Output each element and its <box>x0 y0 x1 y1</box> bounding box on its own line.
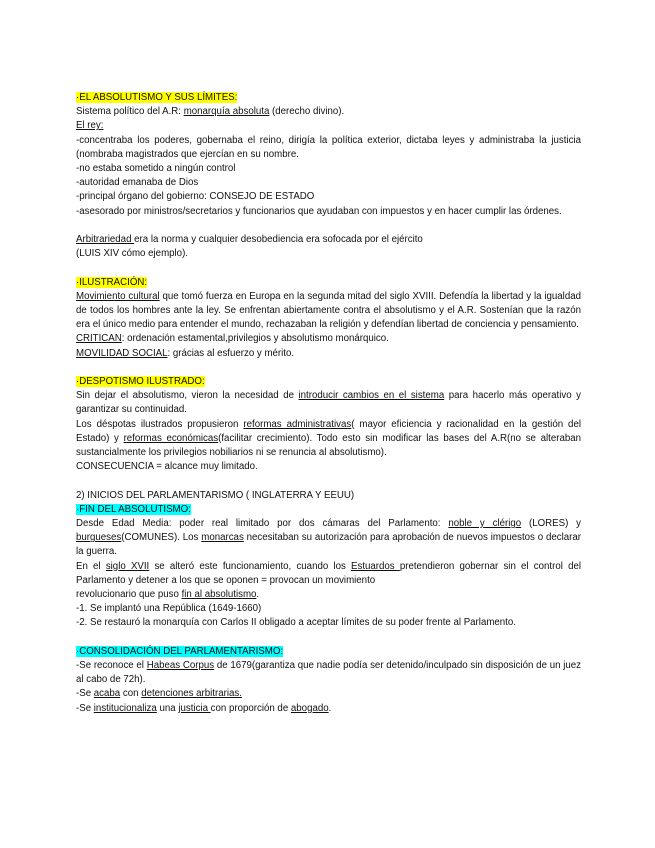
highlight: ·FIN DEL ABSOLUTISMO: <box>76 503 191 515</box>
spacer <box>76 631 581 645</box>
text: (derecho divino). <box>269 106 345 118</box>
highlight: ·ILUSTRACIÓN: <box>76 276 148 288</box>
highlight: ·EL ABSOLUTISMO Y SUS LÍMITES: <box>76 92 238 103</box>
text: revolucionario que puso <box>76 589 182 601</box>
underlined-text: abogado <box>290 702 329 714</box>
underlined-text: monarcas <box>201 532 244 544</box>
paragraph <box>76 105 581 119</box>
list-item: -1. Se implantó una República (1649-1660) <box>76 603 262 615</box>
spacer <box>76 261 581 275</box>
section-heading-consolidacion <box>76 645 581 659</box>
text: para hacerlo más operativo y garantizar su continuidad. <box>76 390 581 416</box>
text: -Se <box>76 688 94 700</box>
underlined-text: justicia <box>178 702 211 714</box>
text: una <box>156 702 179 714</box>
paragraph <box>76 560 581 588</box>
bullet-item <box>76 687 581 701</box>
paragraph <box>76 347 581 361</box>
spacer <box>76 474 581 488</box>
underlined-text: Habeas Corpus <box>146 660 215 672</box>
paragraph <box>76 517 581 560</box>
underlined-text: monarquía absoluta <box>183 106 270 118</box>
text: Sistema político del A.R: <box>76 106 184 118</box>
highlight: ·DESPOTISMO ILUSTRADO: <box>76 376 205 388</box>
bullet-item <box>76 659 581 687</box>
text: con proporción de <box>210 702 291 714</box>
text: Desde Edad Media: poder real limitado por dos cámaras del Parlamento: <box>76 518 449 530</box>
paragraph <box>76 588 581 602</box>
underlined-text: detenciones arbitrarias. <box>141 688 242 700</box>
bullet-item: -concentraba los poderes, gobernaba el reino, dirigía la política exterior, dictaba leyes y administraba la justicia (nombraba magistrados que ejercían en su nombre. <box>76 134 581 160</box>
text: -Se <box>76 702 94 714</box>
section-heading-fin <box>76 503 581 517</box>
highlight: ·CONSOLIDACIÓN DEL PARLAMENTARISMO: <box>76 645 284 657</box>
text: Los déspotas ilustrados propusieron <box>76 418 244 430</box>
paragraph <box>76 233 581 247</box>
text: . <box>328 702 332 714</box>
text: ( mayor eficiencia y racionalidad en la gestión del Estado) y <box>76 418 581 444</box>
list-item: -2. Se restauró la monarquía con Carlos II obligado a aceptar límites de su poder frente al Parlamento. <box>76 617 516 629</box>
spacer <box>76 361 581 375</box>
underlined-text: El rey: <box>76 120 104 132</box>
underlined-text: MOVILIDAD SOCIAL <box>76 347 168 359</box>
text: . <box>256 589 260 601</box>
underlined-text: Arbitrariedad <box>76 234 135 246</box>
text: pretendieron gobernar sin el control del Parlamento y detener a los que se oponen = provocan un movimiento <box>76 560 581 586</box>
underlined-text: acaba <box>93 688 121 700</box>
underlined-text: fin al absolutismo <box>181 589 257 601</box>
subheading-rey <box>76 119 581 133</box>
underlined-text: burgueses <box>76 532 122 544</box>
spacer <box>76 219 581 233</box>
text: Sin dejar el absolutismo, vieron la necesidad de <box>76 390 299 402</box>
underlined-text: introducir cambios en el sistema <box>298 390 445 402</box>
section-heading-absolutismo <box>76 91 581 105</box>
underlined-text: siglo XVII <box>105 560 150 572</box>
document-body <box>76 91 581 716</box>
text: -Se reconoce el <box>76 660 147 672</box>
bullet-item: -no estaba sometido a ningún control <box>76 163 236 175</box>
text: era la norma y cualquier desobediencia era sofocada por el ejército <box>134 234 423 246</box>
text: (LORES) y <box>521 518 581 530</box>
text: (COMUNES). Los <box>121 532 202 544</box>
bullet-item: -autoridad emanaba de Dios <box>76 177 199 189</box>
underlined-text: reformas administrativas <box>243 418 352 430</box>
section-heading-ilustracion <box>76 276 581 290</box>
paragraph <box>76 290 581 333</box>
text: : ordenación estamental,privilegios y absolutismo monárquico. <box>121 333 389 345</box>
underlined-text: Movimiento cultural <box>76 290 160 302</box>
paragraph: CONSECUENCIA = alcance muy limitado. <box>76 461 258 473</box>
underlined-text: reformas económicas <box>123 432 219 444</box>
text: se alteró este funcionamiento, cuando los <box>149 560 352 572</box>
text: con <box>120 688 142 700</box>
section-heading-despotismo <box>76 375 581 389</box>
bullet-item: -principal órgano del gobierno: CONSEJO DE ESTADO <box>76 191 315 203</box>
text: (facilitar crecimiento). Todo esto sin modificar las bases del A.R(no se alteraban sustancialmente los privilegios nobiliarios ni se renuncia al absolutismo). <box>76 432 581 459</box>
section-title: 2) INICIOS DEL PARLAMENTARISMO ( INGLATERRA Y EEUU) <box>76 489 355 501</box>
underlined-text: institucionaliza <box>93 702 157 714</box>
bullet-item <box>76 702 581 716</box>
text: que tomó fuerza en Europa en la segunda mitad del siglo XVIII. Defendía la libertad y la igualdad de todos los hombres ante la ley. Se enfrentan abiertamente contra el absolutismo y el A.R. Sostenían que la razón era el único medio para entender el mundo, rechazaban la religión y defendían libertad de conciencia y pensamiento. <box>76 290 582 331</box>
paragraph <box>76 418 581 461</box>
paragraph: (LUIS XIV cómo ejemplo). <box>76 248 188 260</box>
underlined-text: Estuardos <box>351 560 400 572</box>
text: de 1679(garantiza que nadie podía ser detenido/inculpado sin disposición de un juez al cabo de 72h). <box>76 660 581 686</box>
text: : grácias al esfuerzo y mérito. <box>167 347 295 359</box>
paragraph <box>76 389 581 417</box>
underlined-text: CRITICAN <box>76 333 122 345</box>
text: necesitaban su autorización para aprobación de nuevos impuestos o declarar la guerra. <box>76 532 581 558</box>
text: En el <box>76 560 106 572</box>
paragraph <box>76 332 581 346</box>
underlined-text: noble y clérigo <box>448 518 522 530</box>
bullet-item: -asesorado por ministros/secretarios y funcionarios que ayudaban con impuestos y en hacer cumplir las órdenes. <box>76 205 562 217</box>
